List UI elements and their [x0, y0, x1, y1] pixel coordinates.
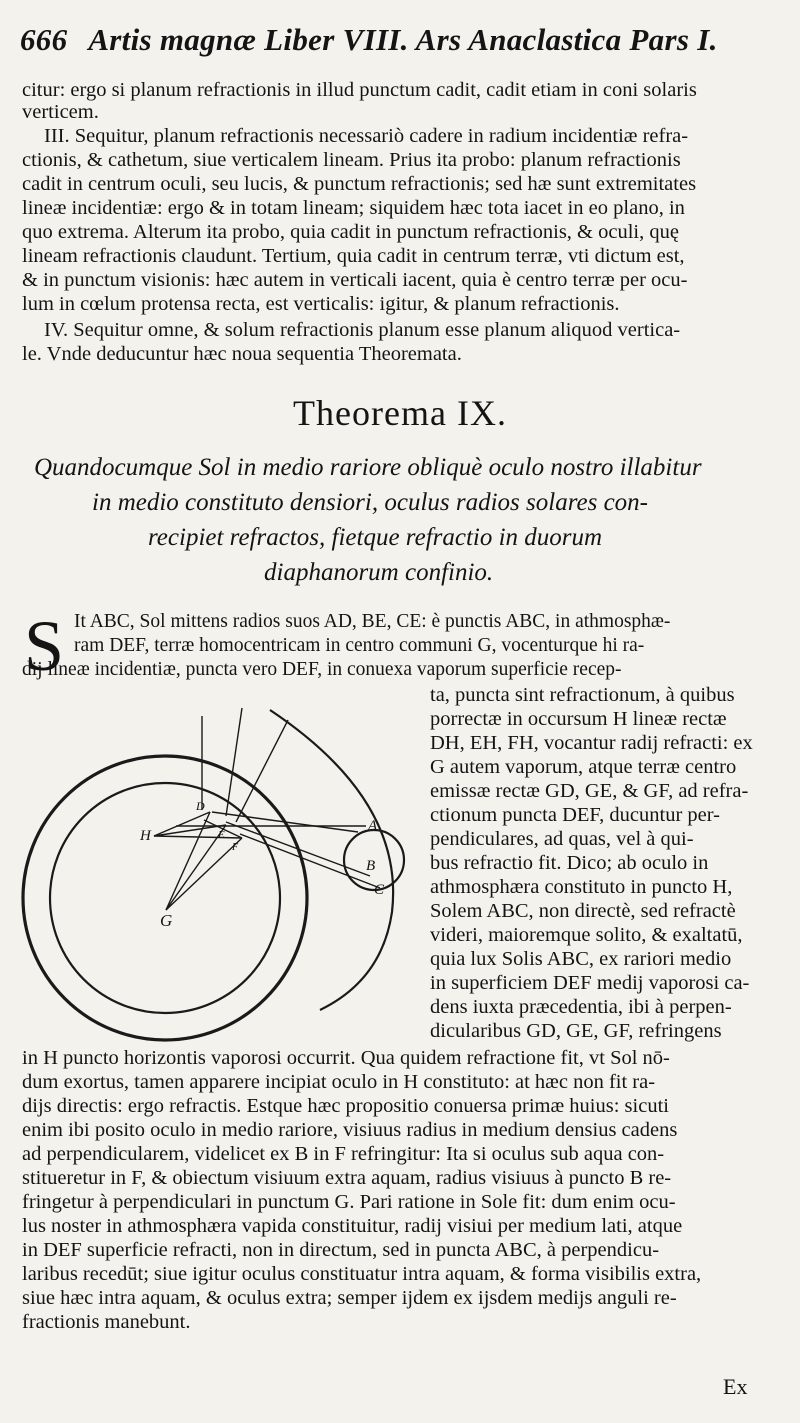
label-a: A	[368, 818, 378, 834]
text-line: laribus recedūt; siue igitur oculus constituatur intra aquam, & forma visibilis extra,	[22, 1263, 702, 1285]
text-line: quia lux Solis ABC, ex rariori medio	[430, 948, 732, 970]
incident-ray-b	[226, 708, 242, 816]
text-line: verticem.	[22, 101, 99, 123]
theorem-statement-line: recipiet refractos, fietque refractio in duorum	[148, 524, 603, 551]
theorem-title: Theorema IX.	[293, 393, 507, 433]
text-line: Solem ABC, non directè, sed refractè	[430, 900, 736, 922]
incident-ray-c	[236, 720, 288, 822]
text-line: cadit in centrum oculi, seu lucis, & punctum refractionis; sed hæ sunt extremitates	[22, 173, 697, 195]
text-line: lum in cœlum protensa recta, est verticalis: igitur, & planum refractionis.	[22, 293, 620, 315]
text-line: stitueretur in F, & obiectum visiuum extra aquam, radius visiuus à puncto B re-	[22, 1167, 672, 1189]
text-line: ad perpendicularem, videlicet ex B in F refringitur: Ita si oculus sub aqua con-	[22, 1143, 665, 1165]
text-line: pendiculares, ad quas, vel à qui-	[430, 828, 694, 850]
drop-cap: S	[24, 606, 65, 686]
atmosphere-circle	[23, 756, 307, 1040]
text-line: ta, puncta sint refractionum, à quibus	[430, 684, 735, 706]
text-line: le. Vnde deducuntur hæc noua sequentia Theoremata.	[22, 343, 462, 365]
text-line: G autem vaporum, atque terræ centro	[430, 756, 737, 778]
text-line: enim ibi posito oculo in medio rariore, visiuus radius in medium densius cadens	[22, 1119, 678, 1141]
text-line: porrectæ in occursum H lineæ rectæ	[430, 708, 727, 730]
text-line: emissæ rectæ GD, GE, & GF, ad refra-	[430, 780, 749, 802]
text-line: in superficiem DEF medij vaporosi ca-	[430, 972, 750, 994]
earth-circle	[50, 783, 280, 1013]
text-line: dijs directis: ergo refractis. Estque hæc propositio conuersa primæ huius: sicuti	[22, 1095, 669, 1117]
running-title: Artis magnæ Liber VIII. Ars Anaclastica Pars I.	[88, 22, 718, 57]
text-line: III. Sequitur, planum refractionis necessariò cadere in radium incidentiæ refra-	[44, 125, 689, 147]
text-line: IV. Sequitur omne, & solum refractionis planum esse planum aliquod vertica-	[44, 319, 681, 341]
theorem-statement-line: diaphanorum confinio.	[264, 559, 494, 586]
text-line: in H puncto horizontis vaporosi occurrit. Qua quidem refractione fit, vt Sol nō-	[22, 1047, 670, 1069]
text-line: ram DEF, terræ homocentricam in centro communi G, vocenturque hi ra-	[74, 635, 645, 656]
label-e: E	[218, 829, 225, 841]
text-line: dens iuxta præcedentia, ibi à perpen-	[430, 996, 732, 1018]
label-b: B	[366, 858, 376, 874]
page-number: 666	[20, 22, 68, 57]
text-line: ctionis, & cathetum, siue verticalem lineam. Prius ita probo: planum refractionis	[22, 149, 681, 171]
refracted-ray-a	[212, 812, 358, 832]
text-line: It ABC, Sol mittens radios suos AD, BE, CE: è punctis ABC, in athmosphæ-	[74, 611, 671, 632]
label-g: G	[160, 911, 173, 930]
theorem-statement-line: Quandocumque Sol in medio rariore obliquè oculo nostro illabitur	[34, 454, 702, 481]
perpendicular-gd	[166, 812, 210, 910]
text-line: & in punctum visionis: hæc autem in verticali iacent, quia è centro terræ per ocu-	[22, 269, 688, 291]
text-line: fringetur à perpendiculari in punctum G. Pari ratione in Sole fit: dum enim ocu-	[22, 1191, 676, 1213]
text-line: quo extrema. Alterum ita probo, quia cadit in punctum refractionis, & oculi, quę	[22, 221, 679, 243]
text-line: siue hæc intra aquam, & oculus extra; semper ijdem ex ijsdem medijs anguli re-	[22, 1287, 677, 1309]
text-line: dicularibus GD, GE, GF, refringens	[430, 1020, 722, 1042]
text-line: dum exortus, tamen apparere incipiat oculo in H constituto: at hæc non fit ra-	[22, 1071, 656, 1093]
text-line: athmosphæra constituto in puncto H,	[430, 876, 733, 898]
label-d: D	[196, 799, 205, 813]
label-f: F	[232, 842, 239, 853]
label-h: H	[140, 828, 151, 844]
theorem-statement-line: in medio constituto densiori, oculus radios solares con-	[92, 489, 648, 516]
text-line: in DEF superficie refracti, non in directum, sed in puncta ABC, à perpendicu-	[22, 1239, 660, 1261]
text-line: citur: ergo si planum refractionis in illud punctum cadit, cadit etiam in coni solaris	[22, 79, 697, 101]
text-line: fractionis manebunt.	[22, 1311, 191, 1333]
perpendicular-gf	[166, 838, 242, 910]
label-c: C	[374, 882, 385, 898]
text-line: dij lineæ incidentiæ, puncta vero DEF, in conuexa vaporum superficie recep-	[22, 659, 622, 680]
catchword: Ex	[723, 1374, 748, 1399]
text-line: lus noster in athmosphæra vapida constituitur, radij visiui per medium lati, atque	[22, 1215, 683, 1237]
refracted-ray-c	[240, 834, 380, 888]
text-line: DH, EH, FH, vocantur radij refracti: ex	[430, 732, 753, 754]
text-line: lineam refractionis claudunt. Tertium, quia cadit in centrum terræ, vti dictum est,	[22, 245, 685, 267]
refraction-diagram	[20, 680, 430, 1070]
text-line: lineæ incidentiæ: ergo & in totam lineam; siquidem hæc tota iacet in eo plano, in	[22, 197, 685, 219]
ray-hf	[154, 836, 242, 838]
text-line: videri, maioremque solito, & exaltatū,	[430, 924, 743, 946]
running-header	[20, 22, 780, 58]
text-line: bus refractio fit. Dico; ab oculo in	[430, 852, 709, 874]
text-line: ctionum puncta DEF, ducuntur per-	[430, 804, 721, 826]
